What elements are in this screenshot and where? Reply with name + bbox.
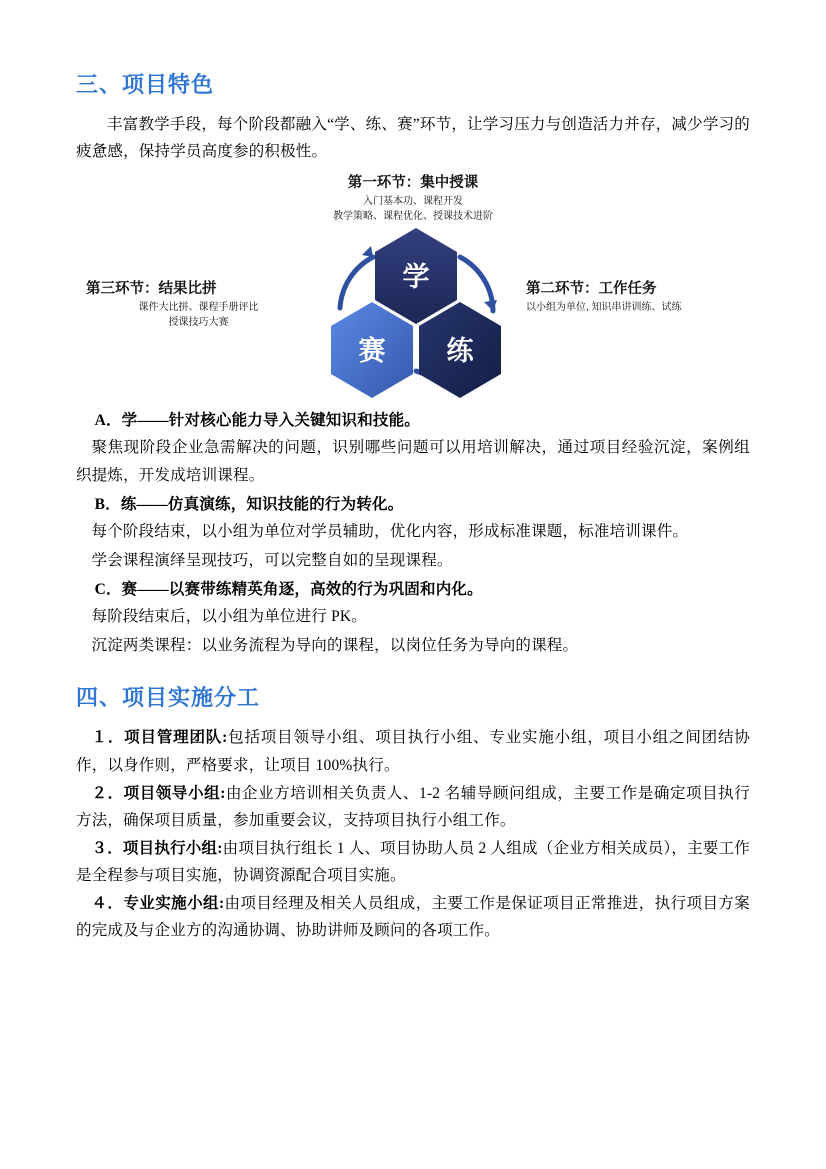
diagram-label-top — [263, 171, 563, 223]
page-content — [76, 68, 750, 945]
arc-arrow-left — [340, 257, 373, 308]
feature-item-c-title: C．赛——以赛带练精英角逐，高效的行为巩固和内化。 — [94, 581, 483, 598]
hex-lian — [419, 302, 501, 398]
implementation-item-3-lead: ３．项目执行小组: — [91, 839, 223, 857]
implementation-item-4 — [76, 890, 750, 945]
hex-xue — [375, 228, 457, 324]
arrow-head-left — [362, 246, 373, 257]
implementation-item-3-text: 由项目执行组长 1 人、项目协助人员 2 人组成（企业方相关成员），主要工作是全程参与项目实施，协调资源配合项目实施。 — [76, 839, 750, 885]
diagram-label-left-sub2: 授课技巧大赛 — [168, 316, 229, 328]
hex-sai-label: 赛 — [358, 336, 386, 367]
implementation-item-1-text: 包括项目领导小组、项目执行小组、专业实施小组，项目小组之间团结协作，以身作则，严格要求，让项目 100%执行。 — [76, 729, 751, 774]
feature-item-c-para-1: 每阶段结束后，以小组为单位进行 PK。 — [91, 608, 367, 626]
implementation-item-2-lead: ２．项目领导小组: — [91, 784, 226, 802]
implementation-item-1 — [76, 724, 750, 779]
implementation-item-4-lead: ４．专业实施小组: — [91, 894, 225, 912]
implementation-item-2 — [76, 780, 750, 835]
learn-practice-compete-diagram — [76, 171, 750, 403]
diagram-label-right-title: 第二环节：工作任务 — [526, 281, 657, 298]
hex-sai — [331, 302, 413, 398]
feature-item-a-title: A．学——针对核心能力导入关键知识和技能。 — [94, 412, 420, 430]
diagram-label-left — [86, 277, 311, 329]
section-three-intro: 丰富教学手段，每个阶段都融入“学、练、赛”环节，让学习压力与创造活力并存，减少学习的疲惫感，保持学员高度参的积极性。 — [76, 116, 750, 161]
feature-item-a-para-1: 聚焦现阶段企业急需解决的问题，识别哪些问题可以用培训解决，通过项目经验沉淀，案例组织提炼，开发成培训课程。 — [76, 439, 750, 484]
diagram-label-top-title: 第一环节：集中授课 — [347, 175, 479, 192]
implementation-item-2-text: 由企业方培训相关负责人、1-2 名辅导顾问组成，主要工作是确定项目执行方法，确保项目质量，参加重要会议，支持项目执行小组工作。 — [76, 784, 750, 830]
feature-item-b-para-1: 每个阶段结束，以小组为单位对学员辅助，优化内容，形成标准课题，标准培训课件。 — [91, 522, 689, 540]
diagram-label-left-title: 第三环节：结果比拼 — [86, 281, 217, 298]
feature-item-b-title: B．练——仿真演练，知识技能的行为转化。 — [94, 495, 404, 513]
diagram-label-top-sub2: 教学策略、课程优化、授课技术进阶 — [333, 210, 493, 222]
section-heading-four: 四、项目实施分工 — [76, 685, 261, 711]
diagram-label-right — [526, 277, 682, 315]
hex-lian-label: 练 — [446, 336, 474, 367]
diagram-label-right-sub1: 以小组为单位, 知识串讲训练、试练 — [526, 302, 682, 314]
feature-item-c-para-2: 沉淀两类课程：以业务流程为导向的课程，以岗位任务为导向的课程。 — [91, 637, 579, 655]
implementation-item-3 — [76, 835, 750, 890]
section-heading-three: 三、项目特色 — [76, 72, 215, 97]
implementation-item-1-lead: １．项目管理团队: — [91, 729, 228, 747]
diagram-label-left-sub1: 课件大比拼、课程手册评比 — [138, 302, 259, 314]
implementation-item-4-text: 由项目经理及相关人员组成，主要工作是保证项目正常推进，执行项目方案的完成及与企业方的沟通协调、协助讲师及顾问的各项工作。 — [76, 894, 750, 940]
diagram-label-top-sub1: 入门基本功、课程开发 — [363, 196, 463, 208]
feature-item-b-para-2: 学会课程演绎呈现技巧，可以完整自如的呈现课程。 — [91, 551, 453, 569]
hex-xue-label: 学 — [402, 262, 430, 293]
